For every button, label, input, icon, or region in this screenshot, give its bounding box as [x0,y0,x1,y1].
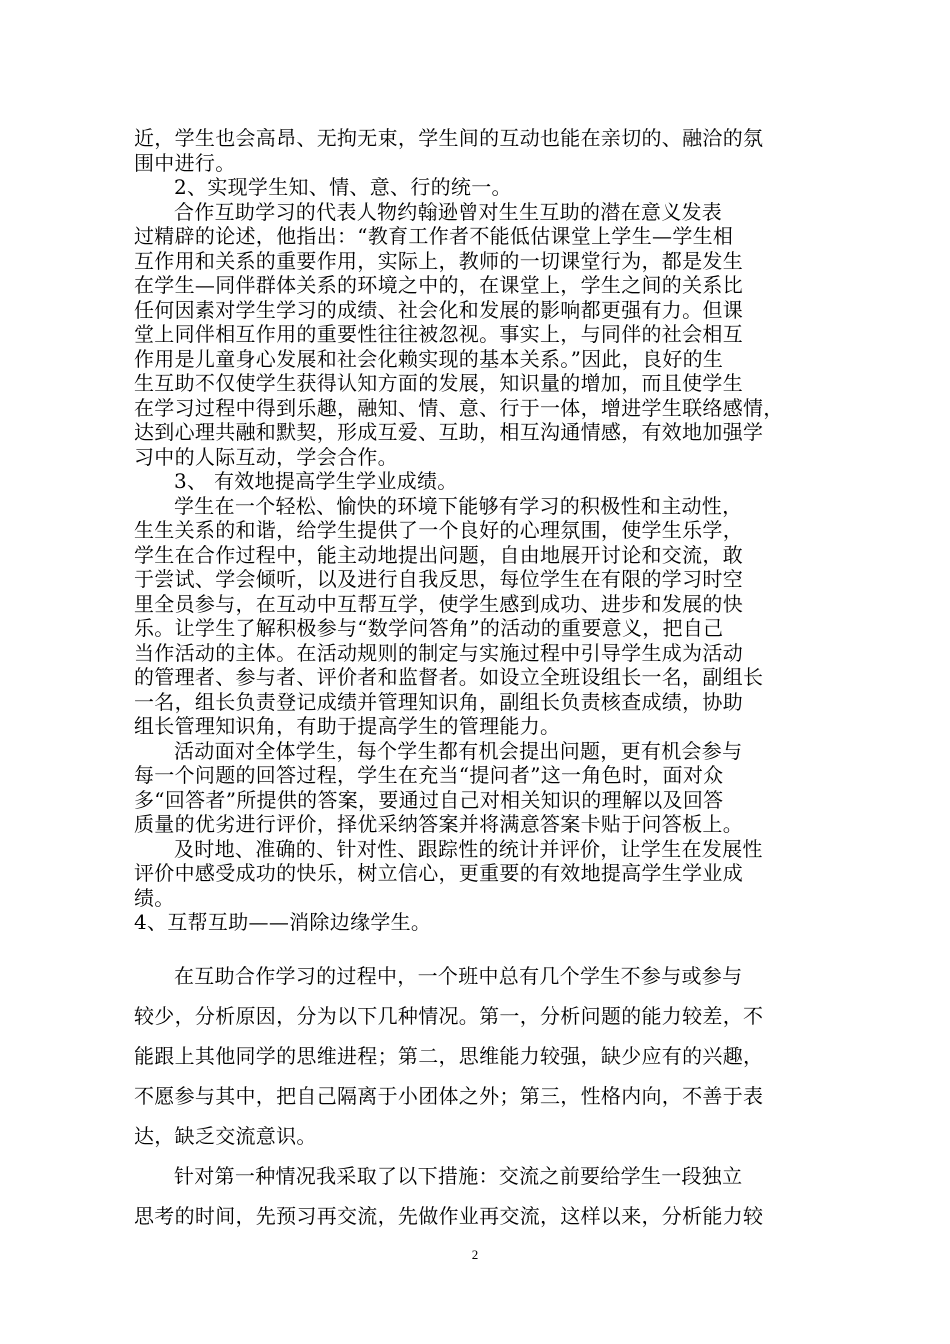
text-line: 组长管理知识角，有助于提高学生的管理能力。 [134,714,561,738]
text-line: 在学生—同伴群体关系的环境之中的，在课堂上，学生之间的关系比 [134,273,743,297]
text-line: 不愿参与其中，把自己隔离于小团体之外；第三，性格内向，不善于表 [134,1084,764,1108]
text-line: 生生关系的和谐，给学生提供了一个良好的心理氛围，使学生乐学， [134,518,743,542]
text-line: 针对第一种情况我采取了以下措施：交流之前要给学生一段独立 [174,1164,743,1188]
text-line: 合作互助学习的代表人物约翰逊曾对生生互助的潜在意义发表 [174,199,723,224]
text-line: 较少，分析原因，分为以下几种情况。第一，分析问题的能力较差，不 [134,1004,764,1028]
text-line: 生互助不仅使学生获得认知方面的发展，知识量的增加，而且使学生 [134,371,743,395]
body-text-lower [134,956,814,1236]
text-line: 及时地、准确的、针对性、跟踪性的统计并评价，让学生在发展性 [174,836,763,861]
text-line: 任何因素对学生学习的成绩、社会化和发展的影响都更强有力。但课 [134,297,743,322]
text-line: 作用是儿童身心发展和社会化赖实现的基本关系。”因此，良好的生 [134,346,724,371]
body-text-upper [134,126,814,935]
text-line: 近，学生也会高昂、无拘无束，学生间的互动也能在亲切的、融洽的氛 [134,126,764,150]
text-line: 堂上同伴相互作用的重要性往往被忽视。事实上，与同伴的社会相互 [134,322,743,346]
section-heading-2: 2、实现学生知、情、意、行的统一。 [174,175,512,199]
text-line: 当作活动的主体。在活动规则的制定与实施过程中引导学生成为活动 [134,640,743,665]
text-line: 一名，组长负责登记成绩并管理知识角，副组长负责核查成绩，协助 [134,689,743,714]
section-heading-4: 4、互帮互助——消除边缘学生。 [134,910,432,934]
text-line: 思考的时间，先预习再交流，先做作业再交流，这样以来，分析能力较 [134,1204,764,1228]
page-number: 2 [471,1247,479,1262]
text-line: 评价中感受成功的快乐，树立信心，更重要的有效地提高学生学业成 [134,861,743,885]
text-line: 绩。 [134,885,175,910]
text-line: 学生在合作过程中，能主动地提出问题，自由地展开讨论和交流，敢 [134,542,743,567]
text-line: 达到心理共融和默契，形成互爱、互助，相互沟通情感，有效地加强学 [134,420,764,444]
text-line: 的管理者、参与者、评价者和监督者。如设立全班设组长一名，副组长 [134,665,764,689]
text-line: 互作用和关系的重要作用，实际上，教师的一切课堂行为，都是发生 [134,248,743,273]
text-line: 多“回答者”所提供的答案，要通过自己对相关知识的理解以及回答 [134,787,724,812]
text-line: 于尝试、学会倾听，以及进行自我反思，每位学生在有限的学习时空 [134,567,743,591]
text-line: 达，缺乏交流意识。 [134,1124,317,1148]
text-line: 里全员参与，在互动中互帮互学，使学生感到成功、进步和发展的快 [134,591,743,616]
text-line: 每一个问题的回答过程，学生在充当“提问者”这一角色时，面对众 [134,763,724,787]
text-line: 乐。让学生了解积极参与“数学问答角”的活动的重要意义，把自己 [134,616,724,640]
section-heading-3: 3、 有效地提高学生学业成绩。 [174,469,458,493]
text-line: 活动面对全体学生，每个学生都有机会提出问题，更有机会参与 [174,738,743,763]
text-line: 学生在一个轻松、愉快的环境下能够有学习的积极性和主动性， [174,493,743,518]
text-line: 围中进行。 [134,150,236,175]
text-line: 过精辟的论述，他指出：“教育工作者不能低估课堂上学生—学生相 [134,224,734,248]
text-line: 在互助合作学习的过程中，一个班中总有几个学生不参与或参与 [174,964,743,988]
text-line: 能跟上其他同学的思维进程；第二，思维能力较强，缺少应有的兴趣， [134,1044,764,1068]
text-line: 在学习过程中得到乐趣，融知、情、意、行于一体，增进学生联络感情， [134,395,784,420]
text-line: 习中的人际互动，学会合作。 [134,444,398,469]
text-line: 质量的优劣进行评价，择优采纳答案并将满意答案卡贴于问答板上。 [134,812,743,836]
